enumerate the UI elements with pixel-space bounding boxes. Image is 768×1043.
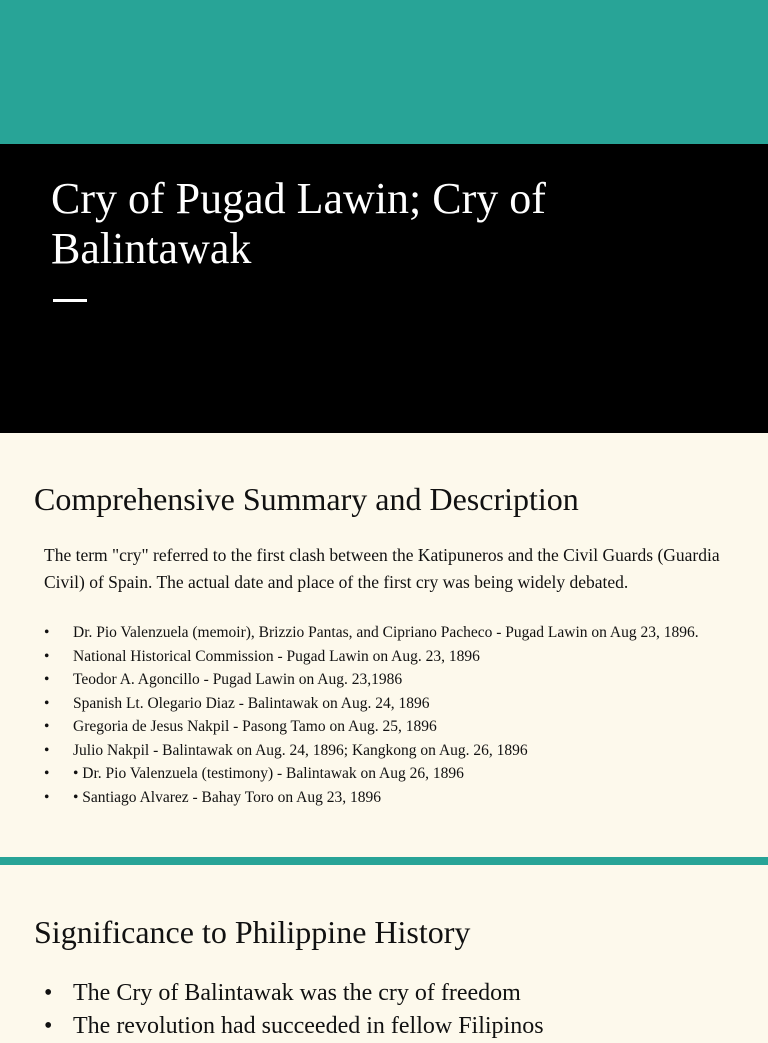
bullet-icon: • xyxy=(44,671,50,688)
list-item-text: • Santiago Alvarez - Bahay Toro on Aug 23, 1896 xyxy=(73,788,381,806)
bullet-icon: • xyxy=(44,1013,53,1039)
bullet-icon: • xyxy=(44,741,50,759)
list-item-text: The Cry of Balintawak was the cry of freedom xyxy=(73,980,521,1006)
list-item-text: Gregoria de Jesus Nakpil - Pasong Tamo on Aug. 25, 1896 xyxy=(73,718,437,735)
bullet-icon: • xyxy=(44,718,50,735)
significance-slide xyxy=(0,865,768,1039)
bullet-icon: • xyxy=(44,647,50,665)
list-item-text: Julio Nakpil - Balintawak on Aug. 24, 1896; Kangkong on Aug. 26, 1896 xyxy=(73,741,528,759)
page-title: Cry of Pugad Lawin; Cry of Balintawak xyxy=(51,174,546,273)
list-item xyxy=(44,692,734,716)
list-item xyxy=(44,762,734,786)
list-item xyxy=(44,786,734,810)
list-item xyxy=(44,668,734,692)
list-item xyxy=(44,645,734,669)
summary-intro: The term "cry" referred to the first clash between the Katipuneros and the Civil Guards (Guardia Civil) of Spain. The actual date and place of the first cry was being widely debated. xyxy=(44,545,720,592)
bullet-icon: • xyxy=(44,765,50,782)
list-item-text: The revolution had succeeded in fellow Filipinos xyxy=(73,1013,544,1039)
summary-bullet-list xyxy=(44,621,734,809)
list-item xyxy=(44,977,744,1010)
summary-slide xyxy=(0,433,768,857)
bullet-icon: • xyxy=(44,980,53,1006)
bullet-icon: • xyxy=(44,624,50,641)
significance-heading: Significance to Philippine History xyxy=(34,914,471,950)
list-item-text: • Dr. Pio Valenzuela (testimony) - Balintawak on Aug 26, 1896 xyxy=(73,765,464,782)
list-item xyxy=(44,1010,744,1043)
list-item-text: Teodor A. Agoncillo - Pugad Lawin on Aug. 23,1986 xyxy=(73,671,403,688)
slide-separator xyxy=(0,857,768,865)
list-item xyxy=(44,739,734,763)
list-item-text: Dr. Pio Valenzuela (memoir), Brizzio Pantas, and Cipriano Pacheco - Pugad Lawin on Aug 23, 1896. xyxy=(73,624,699,641)
significance-bullet-list xyxy=(44,977,744,1043)
top-teal-band xyxy=(0,0,768,144)
summary-heading: Comprehensive Summary and Description xyxy=(34,481,579,517)
bullet-icon: • xyxy=(44,788,50,806)
list-item-text: Spanish Lt. Olegario Diaz - Balintawak on Aug. 24, 1896 xyxy=(73,694,430,712)
bullet-icon: • xyxy=(44,694,50,712)
list-item xyxy=(44,621,734,645)
title-underline xyxy=(53,299,87,302)
list-item xyxy=(44,715,734,739)
list-item-text: National Historical Commission - Pugad Lawin on Aug. 23, 1896 xyxy=(73,647,480,665)
